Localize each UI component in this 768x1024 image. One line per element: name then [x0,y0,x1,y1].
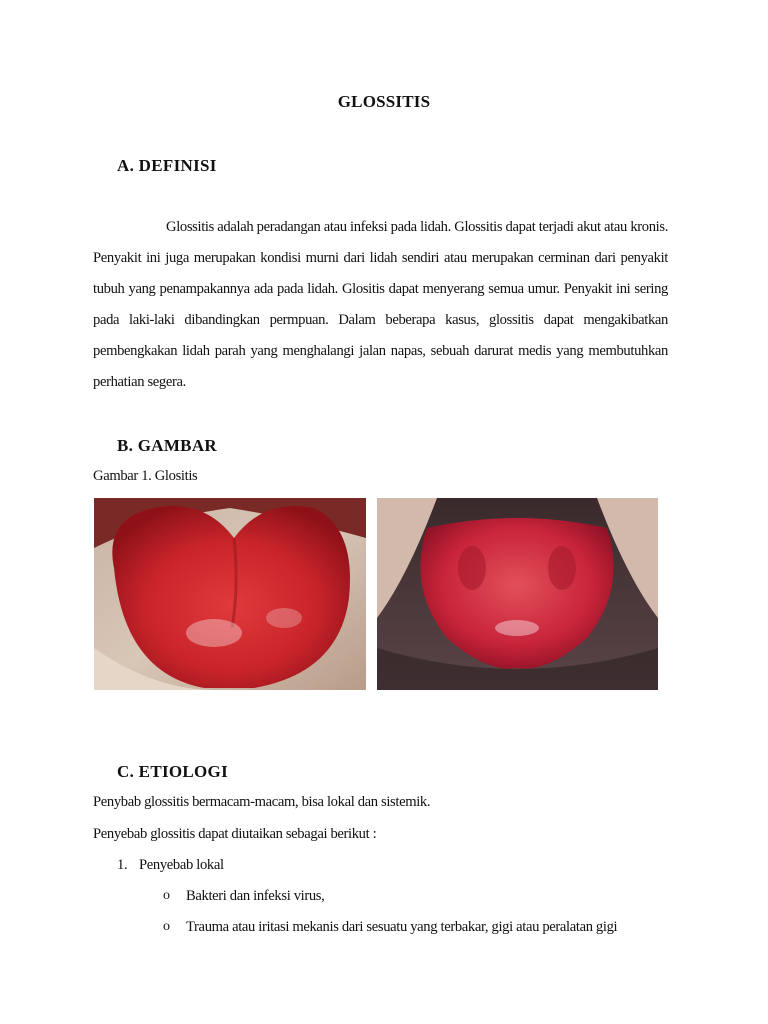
bullet-item-infection: Bakteri dan infeksi virus, [186,888,325,904]
glossitis-photo-left [94,498,366,690]
etiology-line-1: Penybab glossitis bermacam-macam, bisa lokal dan sistemik. [93,794,431,810]
definition-paragraph: Glossitis adalah peradangan atau infeksi pada lidah. Glossitis dapat terjadi akut atau kronis. Penyakit ini juga merupakan kondisi murni dari lidah sendiri atau merupakan cerminan dari penyakit tubuh yang penampakannya ada pada lidah. Glositis dapat menyerang semua umur. Penyakit ini sering pada laki-laki dibandingkan permpuan. Dalam beberapa kasus, glossitis dapat mengakibatkan pembengkakan lidah parah yang menghalangi jalan napas, sebuah darurat medis yang membutuhkan perhatian segera. [93,219,668,390]
section-c-heading: C. ETIOLOGI [117,762,228,781]
list-item-local-causes: Penyebab lokal [139,857,224,873]
list-number: 1. [117,857,128,873]
figure-caption: Gambar 1. Glositis [93,468,198,484]
bullet-marker: o [163,919,170,934]
glossitis-photo-right [377,498,658,690]
section-b-heading: B. GAMBAR [117,436,217,455]
etiology-line-2: Penyebab glossitis dapat diutaikan sebagai berikut : [93,826,377,842]
bullet-item-trauma: Trauma atau iritasi mekanis dari sesuatu yang terbakar, gigi atau peralatan gigi [186,919,618,935]
section-a-heading: A. DEFINISI [117,156,217,175]
document-title: GLOSSITIS [337,92,431,111]
bullet-marker: o [163,888,170,903]
